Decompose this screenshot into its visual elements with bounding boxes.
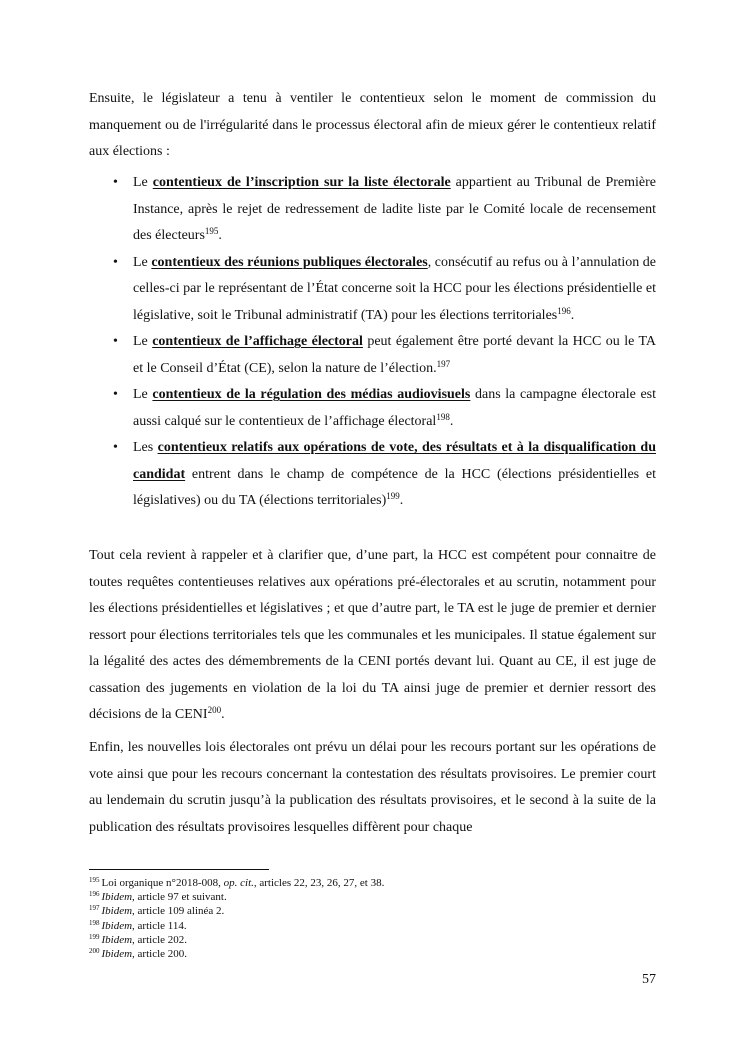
- footnote-text: , article 109 alinéa 2.: [132, 905, 225, 918]
- list-item: [89, 435, 656, 515]
- footnote-italic: Ibidem: [101, 933, 133, 946]
- item-lead: Le: [133, 175, 153, 190]
- item-end: .: [399, 493, 404, 508]
- footnote: [89, 933, 656, 947]
- footnote: [89, 890, 656, 904]
- footnote-number: 195: [89, 876, 100, 884]
- footnote: [89, 919, 656, 933]
- footnote-text: , article 97 et suivant.: [132, 891, 227, 904]
- list-item: [89, 329, 656, 382]
- item-heading: contentieux de l’affichage électoral: [152, 334, 363, 349]
- footnote: [89, 904, 656, 918]
- item-end: .: [218, 228, 222, 243]
- bullet-icon: •: [113, 175, 118, 190]
- item-end: .: [449, 413, 454, 429]
- footnote-italic: op. cit.: [223, 877, 254, 889]
- footnote-text: , article 202.: [132, 933, 188, 946]
- deadlines-paragraph: Enfin, les nouvelles lois électorales ont prévu un délai pour les recours portant sur les opérations de vote ainsi que pour les recours concernant la contestation des résultats provisoires. Le premier court au lendemain du scrutin jusqu’à la publication des résultats provisoires, et le second à la suite de la publication des résultats provisoires lesquelles diffèrent pour chaque: [89, 740, 656, 835]
- footnote-separator: [89, 869, 269, 870]
- footnote-number: 196: [89, 890, 100, 899]
- list-item: [89, 250, 656, 330]
- footnote-number: 198: [89, 918, 100, 927]
- paragraph-text: Tout cela revient à rappeler et à clarifier que, d’une part, la HCC est compétent pour connaitre de toutes requêtes contentieuses relatives aux opérations pré-électorales et au scrutin, notamment pour les élections présidentielles et législatives ; et que d’autre part, le TA est le juge de premier et dernier ressort pour élections territoriales tels que les communales et les municipales. Il statue également sur la légalité des actes des démembrements de la CENI portés devant lui. Quant au CE, il est juge de cassation des jugements en violation de la loi du TA ainsi juge de premier et dernier ressort des décisions de la CENI: [89, 548, 656, 722]
- footnote-prefix: Loi organique n°2018-008,: [101, 877, 224, 889]
- item-heading: contentieux relatifs aux opérations de vote, des résultats et à la disqualification du candidat: [133, 440, 657, 482]
- bullet-icon: •: [113, 254, 118, 270]
- footnote-number: 200: [89, 947, 100, 956]
- footnote-ref: 200: [207, 705, 222, 715]
- intro-paragraph: Ensuite, le législateur a tenu à ventiler le contentieux selon le moment de commission du manquement ou de l'irrégularité dans le processus électoral afin de mieux gérer le contentieux relatif aux élections :: [89, 91, 656, 159]
- clarification-paragraph: [89, 543, 656, 729]
- item-end: .: [570, 307, 575, 323]
- footnote-ref: 196: [557, 305, 571, 316]
- list-item: [89, 170, 656, 250]
- footnote: [89, 876, 656, 890]
- footnotes: [89, 876, 656, 961]
- footnote-number: 197: [89, 904, 100, 913]
- footnote-italic: Ibidem: [101, 891, 133, 904]
- bullet-icon: •: [113, 334, 118, 349]
- footnote-italic: Ibidem: [101, 919, 133, 932]
- item-lead: Le: [133, 254, 152, 270]
- list-item: [89, 382, 656, 435]
- item-text: appartient au Tribunal de Première Instance, après le rejet de redressement de ladite liste par le Comité locale de recensement des électeurs: [133, 175, 656, 243]
- footnote-number: 199: [89, 932, 100, 941]
- bullet-icon: •: [113, 387, 118, 402]
- footnote-text: article 200.: [134, 948, 188, 961]
- footnote-ref: 199: [386, 491, 400, 501]
- paragraph-end: .: [221, 707, 225, 722]
- footnote-ref: 197: [436, 358, 451, 369]
- footnote-italic: Ibidem: [101, 905, 133, 918]
- item-heading: contentieux des réunions publiques électorales: [151, 254, 428, 270]
- page-number: 57: [642, 972, 656, 987]
- bullet-icon: •: [113, 440, 118, 455]
- item-text: dans la campagne électorale est aussi calqué sur le contentieux de l’affichage électoral: [133, 387, 656, 429]
- item-heading: contentieux de l’inscription sur la liste électorale: [152, 175, 451, 190]
- item-text: entrent dans le champ de compétence de la HCC (élections présidentielles et législatives) ou du TA (élections territoriales): [133, 466, 656, 508]
- item-lead: Le: [133, 387, 153, 402]
- footnote: [89, 947, 656, 961]
- footnote-ref: 195: [204, 226, 219, 236]
- item-lead: Les: [133, 440, 158, 455]
- footnote-italic: Ibidem,: [101, 948, 135, 961]
- item-text: , consécutif au refus ou à l’annulation de celles-ci par le représentant de l’État concerne soit la HCC pour les élections présidentielle et législative, soit le Tribunal administratif (TA) pour les élections territoriales: [133, 254, 657, 323]
- footnote-text: , articles 22, 23, 26, 27, et 38.: [253, 877, 385, 889]
- item-text: peut également être porté devant la HCC ou le TA et le Conseil d’État (CE), selon la nature de l’élection.: [133, 334, 657, 376]
- item-heading: contentieux de la régulation des médias audiovisuels: [152, 387, 471, 402]
- footnote-ref: 198: [436, 411, 450, 422]
- item-lead: Le: [133, 334, 153, 349]
- contentieux-list: [89, 170, 656, 515]
- footnote-text: , article 114.: [132, 919, 187, 932]
